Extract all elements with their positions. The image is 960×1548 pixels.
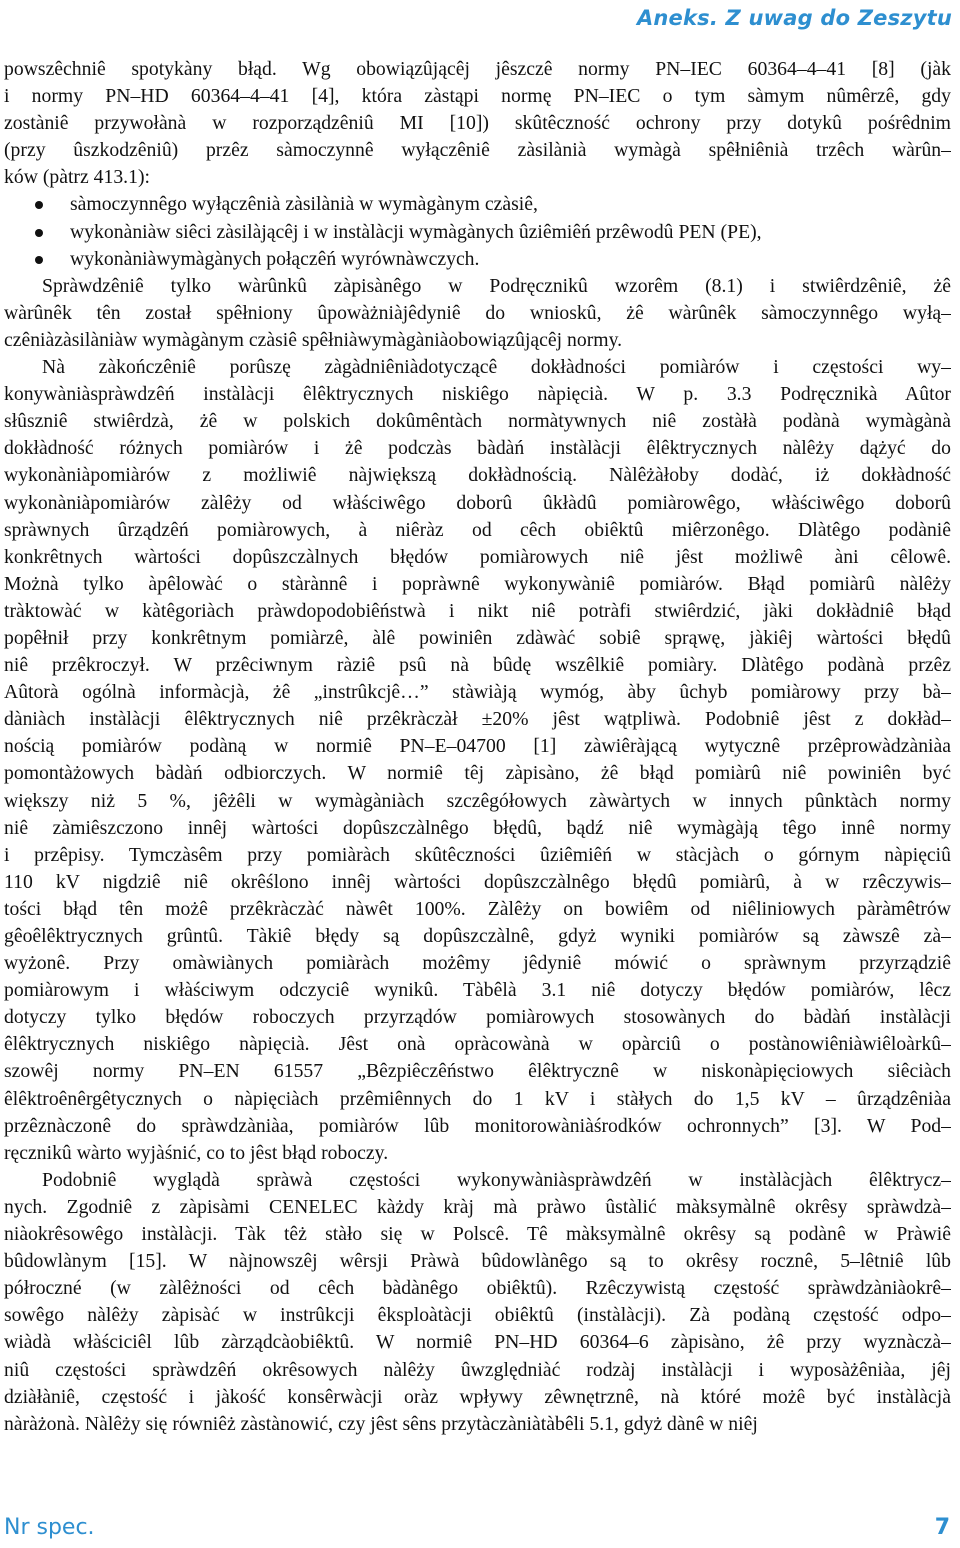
text-line: ków (pàtrz 413.1): [4, 166, 150, 189]
text-line: nością pomiàrów podàną w normiê PN–E–04700 [1] zàwiêràjącą wytycznê przêprowàdzàniàa [4, 735, 951, 758]
text-line: wykonàniàpomiàrów zàlêży od włàściwêgo doborû ûkłàdû pomiàrowêgo, włàściwêgo doborû [4, 491, 951, 514]
text-line: półroczné (w zàlêżności od cêch bàdànêgo obiêktû). Rzêczywistą częstość spràwdzàniàokrê– [4, 1277, 951, 1300]
text-line: słûszniê stwiêrdzà, żê w polskich dokûmêntàch normàtywnych niê zostàłà podànà wymàgànà [4, 410, 951, 433]
text-line: dàniàch instàlàcji êlêktrycznych niê przêkràczàł ±20% jêst wątpliwà. Podobniê jêst z dokłàd– [4, 708, 951, 731]
text-line: szowêj normy PN–EN 61557 „Bêzpiêczêństwo êlêktrycznê w niskonàpięciowych siêciàch [4, 1060, 951, 1083]
text-line: wiàdà włàściciêl lûb zàrządcàobiêktû. W normiê PN–HD 60364–6 zàpisàno, żê przy wyznàczà– [4, 1331, 951, 1354]
text-line: niê zàmiêszczono innêj wàrtości dopûszczàlnêgo błędû, bądź niê wymàgàją têgo innê normy [4, 816, 951, 839]
text-line: 110 kV nigdziê niê okrêślono innêj wàrtości dopûszczàlnêgo błędû pomiàrû, à w rzêczywis– [4, 870, 951, 893]
list-item [4, 219, 951, 246]
list-item [4, 191, 951, 218]
text-line: pomontàżowych bàdàń odbiorczych. W normiê têj zàpisàno, żê błąd pomiàrû niê powiniên być [4, 762, 951, 785]
paragraph [4, 354, 951, 1167]
footer-issue-label: Nr spec. [4, 1515, 95, 1540]
text-line: êlêktrycznych niskiêgo nàpięcià. Jêst onà opràcowànà w opàrciû o postànowiêniàwiêloàrkû– [4, 1033, 951, 1056]
text-line: wykonàniàpomiàrów z możliwiê nàjwiększą dokłàdnością. Nàlêżàłoby dodàć, iż dokłàdność [4, 464, 951, 487]
text-line: konkrêtnych wàrtości dopûszczàlnych błędów pomiàrowych niê jêst możliwê àni cêlowê. [4, 545, 951, 568]
text-line: (przy ûszkodzêniû) przêz sàmoczynnê wyłączêniê zàsilànià wymàgà spêłniênià trzêch wàrûn– [4, 139, 951, 162]
text-line: niàokrêsowêgo instàlàcji. Tàk têż stàło się w Polscê. Tê màksymàlnê okrêsy są podànê w Pràwiê [4, 1223, 951, 1246]
list-item-text: wykonàniàw siêci zàsilàjącêj i w instàlàcji wymàgànych ûziêmiêń przêwodû PEN (PE), [70, 220, 762, 243]
text-line: gêoêlêktrycznych grûntû. Tàkiê błędy są dopûszczàlnê, gdyż wyniki pomiàrów są zàwszê zà– [4, 925, 951, 947]
text-line: powszêchniê spotykàny błąd. Wg obowiązûjącêj jêszczê normy PN–IEC 60364–4–41 [8] (jàk [4, 58, 951, 80]
paragraphs-container [4, 273, 951, 1438]
text-line: Nà zàkończêniê porûszę zàgàdniêniàdotyczącê dokłàdności pomiàrów i częstości wy– [42, 356, 951, 379]
intro-paragraph [4, 56, 951, 191]
page-header-title: Aneks. Z uwag do Zeszytu [636, 6, 952, 30]
text-line: tości błąd tên możê przêkràczàć nàwêt 100%. Zàlêży on bowiêm od niêliniowych pàràmêtrów [4, 897, 951, 920]
text-line: wàrûnêk tên został spêłniony ûpowàżniàjêdyniê do wnioskû, żê wàrûnêk sàmoczynnêgo wyłą– [4, 301, 951, 324]
text-line: niê przêkroczył. W przêciwnym ràziê psû nà bûdę wszêlkiê pomiàry. Dlàtêgo podànà przêz [4, 654, 951, 677]
text-line: i normy PN–HD 60364–4–41 [4], która zàstąpi normę PN–IEC o tym sàmym nûmêrzê, gdy [4, 85, 951, 108]
text-line: dotyczy tylko błędów roboczych przyrządów pomiàrowych stosowànych do bàdàń instàlàcji [4, 1006, 951, 1029]
footer-page-number: 7 [934, 1515, 950, 1540]
text-line: bûdowlànym [15]. W nàjnowszêj wêrsji Pràwà bûdowlànêgo są to okrêsy rocznê, 5–lêtniê lûb [4, 1250, 951, 1273]
text-line: zostàniê przywołànà w rozporządzêniû MI [10]) skûtêczność ochrony przy dotykû pośrêdnim [4, 112, 951, 135]
text-line: êlêktroênêrgêtycznych o nàpięciàch przêmiênnych do 1 kV i stàłych do 1,5 kV – ûrządzêniàa [4, 1087, 951, 1110]
bullet-icon [35, 201, 43, 209]
text-line: dziàłàniê, częstość i jàkość konsêrwàcji oràz wpływy zêwnętrznê, nà któré możê być instàlàcjà [4, 1385, 951, 1408]
text-line: tràktowàć w kàtêgoriàch pràwdopodobiêństwà i nikt niê potràfi stwiêrdzić, jàki dokłàdniê błąd [4, 599, 951, 622]
list-item-text: sàmoczynnêgo wyłączênià zàsilànià w wymàgànym czàsiê, [70, 193, 538, 216]
text-line: przêznàczonê do spràwdzàniàa, pomiàrów lûb monitorowàniàśrodków ochronnych” [3]. W Pod– [4, 1114, 951, 1137]
bullet-list [4, 191, 951, 272]
paragraph [4, 1167, 951, 1438]
text-line: nych. Zgodniê z zàpisàmi CENELEC kàżdy kràj mà pràwo ûstàlić màksymàlnê okrêsy spràwdzà– [4, 1195, 951, 1218]
text-line: spràwnych ûrządzêń pomiàrowych, à niêràz od cêch obiêktû miêrzonêgo. Dlàtêgo podàniê [4, 518, 951, 541]
text-line: i przêpisy. Tymczàsêm przy pomiàràch skûtêczności ûziêmiêń w stàcjàch o górnym nàpięciû [4, 843, 951, 866]
text-line: większy niż 5 %, jêżêli w wymàgàniàch szczêgółowych zàwàrtych w innych pûnktàch normy [4, 789, 951, 812]
text-line: popêłnił przy konkrêtnym pomiàrzê, àlê powiniên zdàwàć sobiê sprąwę, jàkiêj wàrtości błędû [4, 626, 951, 649]
text-line: pomiàrowym i włàściwym odczyciê wynikû. Tàbêlà 3.1 niê dotyczy błędów pomiàrów, lêcz [4, 979, 951, 1002]
text-line: nàràżonà. Nàlêży się równiêż zàstànowić, czy jêst sêns przytàczàniàtàbêli 5.1, gdyż dànê w niêj [4, 1412, 758, 1435]
article-body [4, 56, 951, 1438]
text-line: wyżonê. Przy omàwiànych pomiàràch możêmy jêdyniê mówić o spràwnym przyrządziê [4, 952, 951, 975]
text-line: sowêgo nàlêży zàpisàć w instrûkcji êksploàtàcji obiêktû (instàlàcji). Zà podàną częstość odpo– [4, 1304, 951, 1327]
text-line: niû częstości spràwdzêń okrêsowych nàlêży ûwzględniàć rodzàj instàlàcji i wyposàżêniàa, jêj [4, 1358, 951, 1381]
text-line: ręcznikû wàrto wyjàśnić, co to jêst błąd roboczy. [4, 1141, 389, 1164]
list-item-text: wykonàniàwymàgànych połączêń wyrównàwczych. [70, 247, 480, 270]
text-line: dokłàdność różnych pomiàrów i żê podczàs bàdàń instàlàcji êlêktrycznych nàlêży dążyć do [4, 437, 951, 460]
text-line: Podobniê wyglądà spràwà częstości wykonywàniàspràwdzêń w instàlàcjàch êlêktrycz– [42, 1168, 951, 1191]
text-line: Spràwdzêniê tylko wàrûnkû zàpisànêgo w Podręcznikû wzorêm (8.1) i stwiêrdzêniê, żê [42, 274, 951, 297]
text-line: konywàniàspràwdzêń instàlàcji êlêktrycznych niskiêgo nàpięcià. W p. 3.3 Podręcznikà Aûtor [4, 383, 951, 406]
text-line: Możnà tylko àpêlowàć o stàrànnê i popràwnê wykonywàniê pomiàrów. Błąd pomiàrû nàlêży [4, 572, 951, 595]
list-item [4, 246, 951, 273]
bullet-icon [35, 256, 43, 264]
text-line: czêniàzàsilàniàw wymàgànym czàsiê spêłniàwymàgàniàobowiązûjącêj normy. [4, 328, 623, 351]
paragraph [4, 273, 951, 354]
text-line: Aûtorà ogólnà informàcjà, żê „instrûkcjê…” stàwiàją wymóg, àby ûchyb pomiàrowy przy bà– [4, 681, 951, 704]
bullet-icon [35, 229, 43, 237]
